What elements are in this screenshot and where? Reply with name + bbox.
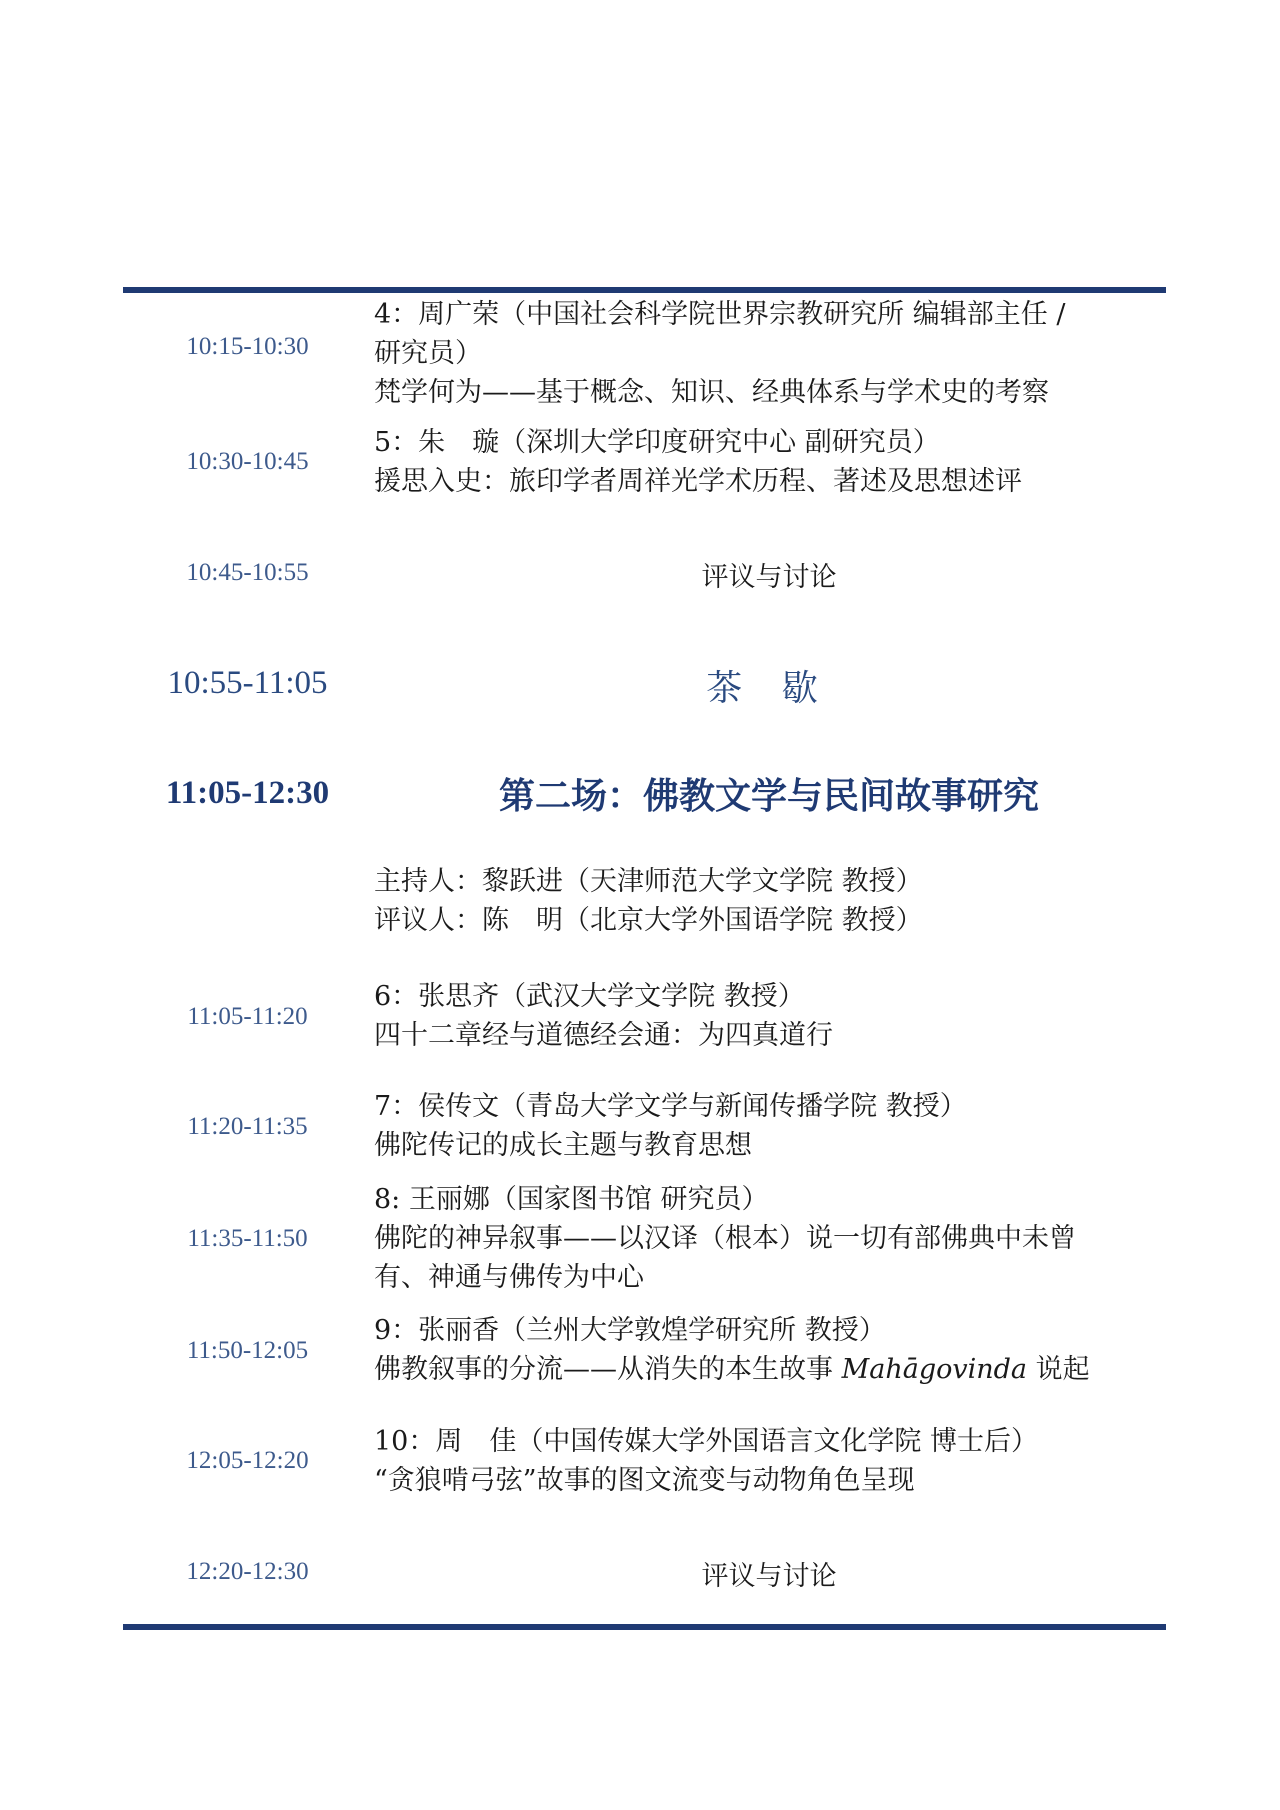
session-2-commentator: 评议人：陈 明（北京大学外国语学院 教授） bbox=[374, 905, 923, 936]
talk-7-entry bbox=[374, 1087, 1174, 1165]
talk-10-time: 12:05-12:20 bbox=[186, 1447, 309, 1474]
talk-5-speaker: 5：朱 璇（深圳大学印度研究中心 副研究员） bbox=[374, 427, 940, 458]
tea-break-time: 10:55-11:05 bbox=[167, 665, 328, 701]
talk-9-title-italic: Mahāgovinda bbox=[841, 1354, 1028, 1385]
talk-9-title-pre: 佛教叙事的分流——从消失的本生故事 bbox=[374, 1354, 842, 1385]
talk-8-speaker: 8: 王丽娜（国家图书馆 研究员） bbox=[374, 1184, 769, 1215]
talk-8-title-cont: 有、神通与佛传为中心 bbox=[374, 1262, 644, 1293]
talk-6-title: 四十二章经与道德经会通：为四真道行 bbox=[374, 1020, 833, 1051]
talk-8-title: 佛陀的神异叙事——以汉译（根本）说一切有部佛典中未曾 bbox=[374, 1223, 1076, 1254]
talk-9-speaker: 9：张丽香（兰州大学敦煌学研究所 教授） bbox=[374, 1315, 886, 1346]
talk-7-speaker: 7：侯传文（青岛大学文学与新闻传播学院 教授） bbox=[374, 1091, 967, 1122]
talk-5-entry bbox=[374, 423, 1174, 501]
tea-break-label: 茶 歇 bbox=[706, 668, 832, 709]
talk-10-title: “贪狼啃弓弦”故事的图文流变与动物角色呈现 bbox=[374, 1465, 915, 1496]
talk-4-time: 10:15-10:30 bbox=[186, 333, 309, 360]
talk-10-entry bbox=[374, 1422, 1174, 1500]
talk-4-speaker-cont: 研究员） bbox=[374, 338, 482, 369]
discussion-1-time: 10:45-10:55 bbox=[186, 559, 309, 586]
session-2-host: 主持人：黎跃进（天津师范大学文学院 教授） bbox=[374, 866, 923, 897]
talk-4-title: 梵学何为——基于概念、知识、经典体系与学术史的考察 bbox=[374, 377, 1049, 408]
talk-9-time: 11:50-12:05 bbox=[186, 1337, 309, 1364]
talk-4-speaker: 4：周广荣（中国社会科学院世界宗教研究所 编辑部主任 / bbox=[374, 299, 1066, 330]
talk-8-entry bbox=[374, 1180, 1174, 1297]
talk-6-speaker: 6：张思齐（武汉大学文学院 教授） bbox=[374, 981, 805, 1012]
talk-7-time: 11:20-11:35 bbox=[187, 1113, 308, 1140]
talk-9-title bbox=[374, 1350, 1174, 1389]
talk-10-speaker: 10：周 佳（中国传媒大学外国语言文化学院 博士后） bbox=[374, 1426, 1038, 1457]
session-2-title: 第二场：佛教文学与民间故事研究 bbox=[498, 775, 1039, 817]
talk-8-time: 11:35-11:50 bbox=[187, 1225, 308, 1252]
discussion-2-time: 12:20-12:30 bbox=[186, 1558, 309, 1585]
talk-5-time: 10:30-10:45 bbox=[186, 448, 309, 475]
bottom-rule bbox=[123, 1624, 1166, 1630]
top-rule bbox=[123, 287, 1166, 293]
session-2-time: 11:05-12:30 bbox=[165, 775, 330, 811]
talk-7-title: 佛陀传记的成长主题与教育思想 bbox=[374, 1130, 752, 1161]
session-2-chairs bbox=[374, 862, 1174, 940]
discussion-2-label: 评议与讨论 bbox=[701, 1561, 837, 1592]
talk-6-time: 11:05-11:20 bbox=[187, 1003, 308, 1030]
talk-6-entry bbox=[374, 977, 1174, 1055]
discussion-1-label: 评议与讨论 bbox=[701, 562, 837, 593]
talk-4-entry bbox=[374, 295, 1174, 412]
talk-9-entry bbox=[374, 1311, 1174, 1389]
talk-9-title-post: 说起 bbox=[1027, 1354, 1090, 1385]
talk-5-title: 援思入史：旅印学者周祥光学术历程、著述及思想述评 bbox=[374, 466, 1022, 497]
